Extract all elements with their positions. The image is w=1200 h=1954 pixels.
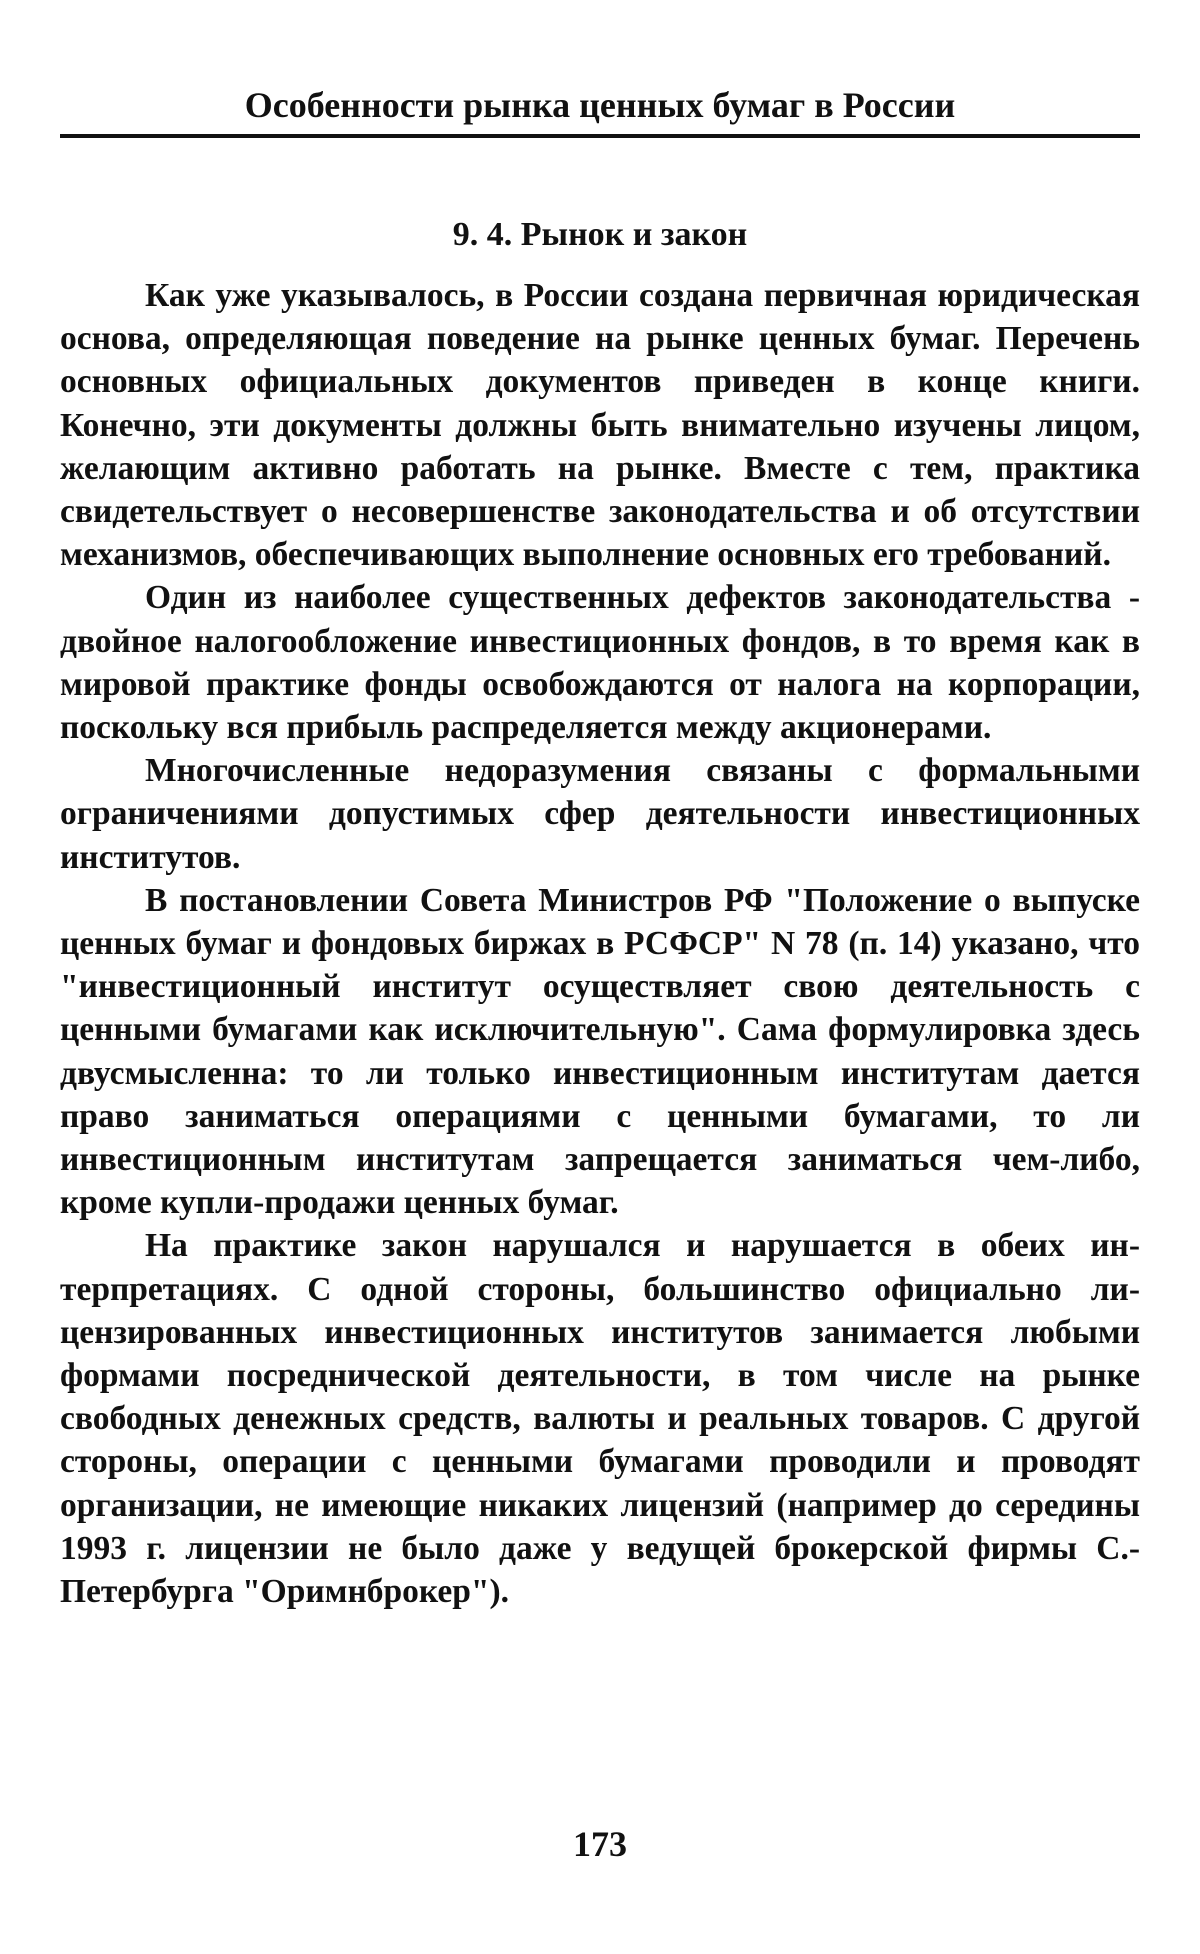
paragraph: На практике закон нарушался и нарушается в обеих интерпретациях. С одной стороны, большинство официально лицензированных инвестиционных институтов занимается любыми формами посреднической деятельности, в том числе на рынке свободных денежных средств, валюты и реальных товаров. С другой стороны, операции с ценными бумагами проводили и проводят организации, не имеющие никаких лицензий (например до середины 1993 г. лицензии не было даже у ведущей брокерской фирмы С.-Петербурга "Оримнброкер").	[60, 1227, 1140, 1611]
running-header: Особенности рынка ценных бумаг в России	[244, 85, 956, 125]
page-number: 173	[573, 1824, 627, 1864]
paragraph: Один из наиболее существенных дефектов законодательства - двойное налогообложение инвестиционных фондов, в то время как в мировой практике фонды освобождаются от налога на корпорации, поскольку вся прибыль распределяется между акционерами.	[60, 579, 1140, 747]
header-rule	[60, 134, 1140, 138]
body-text	[60, 274, 1140, 1613]
section-title: 9. 4. Рынок и закон	[452, 216, 748, 253]
paragraph: В постановлении Совета Министров РФ "Положение о выпуске ценных бумаг и фондовых биржах в РСФСР" N 78 (п. 14) указано, что "инвестиционный институт осуществляет свою деятельность с ценными бумагами как исключительную". Сама формулировка здесь двусмысленна: то ли только инвестиционным институтам дается право заниматься операциями с ценными бумагами, то ли инвестиционным институтам запрещается заниматься чем-либо, кроме купли-продажи ценных бумаг.	[60, 881, 1140, 1222]
paragraph: Многочисленные недоразумения связаны с формальными ограничениями допустимых сфер деятельности инвестиционных институтов.	[60, 752, 1140, 876]
paragraph: Как уже указывалось, в России создана первичная юридическая основа, определяющая поведение на рынке ценных бумаг. Перечень основных официальных документов приведен в конце книги. Конечно, эти документы должны быть внимательно изучены лицом, желающим активно работать на рынке. Вместе с тем, практика свидетельствует о несовершенстве законодательства и об отсутствии механизмов, обеспечивающих выполнение основных его требований.	[60, 277, 1140, 574]
